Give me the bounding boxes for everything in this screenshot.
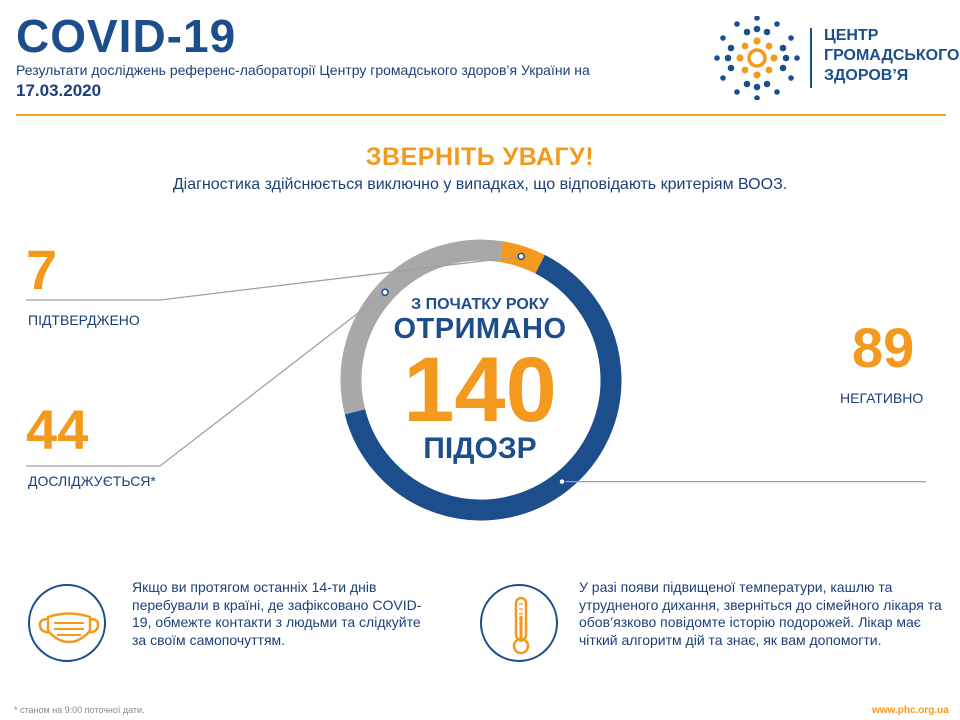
negative-count: 89	[852, 316, 915, 379]
thermometer-icon	[480, 584, 558, 662]
investigating-label: ДОСЛІДЖУЄТЬСЯ*	[28, 473, 156, 489]
website-link[interactable]: www.phc.org.ua	[872, 705, 949, 716]
page-subtitle: Результати досліджень референс-лабораторії Центру громадського здоров’я України на	[16, 62, 590, 78]
tip-symptoms-text: У разі появи підвищеної температури, кашлю та утрудненого дихання, зверніться до сімейного лікаря та обов’язково повідомте історію подорожей. Лікар має чіткий алгоритм дій та знає, як вам допомогти.	[579, 579, 942, 648]
center-caption-top: З ПОЧАТКУ РОКУ	[411, 296, 549, 313]
tip-travel-text: Якщо ви протягом останніх 14-ти днів перебували в країні, де зафіксовано COVID-19, обмежте контакти з людьми та слідкуйте за своїм самопочуттям.	[132, 579, 422, 648]
org-name-line: ЗДОРОВ’Я	[824, 67, 909, 84]
center-caption-suspicions: ПІДОЗР	[423, 432, 537, 465]
center-caption-received: ОТРИМАНО	[393, 313, 567, 345]
attention-heading: ЗВЕРНІТЬ УВАГУ!	[365, 143, 595, 171]
page-title: COVID-19	[16, 10, 237, 62]
leader-line-confirmed-dot	[518, 253, 524, 259]
leader-line-investigating-dot	[382, 289, 388, 295]
investigating-count: 44	[26, 398, 89, 461]
report-date: 17.03.2020	[16, 81, 102, 100]
negative-label: НЕГАТИВНО	[840, 390, 924, 406]
footnote: * станом на 9:00 поточної дати.	[14, 705, 145, 715]
confirmed-label: ПІДТВЕРДЖЕНО	[28, 312, 140, 328]
attention-text: Діагностика здійснюється виключно у випадках, що відповідають критеріям ВООЗ.	[172, 176, 788, 193]
org-name-line: ЦЕНТР	[824, 27, 879, 44]
org-name-line: ГРОМАДСЬКОГО	[824, 47, 960, 64]
mask-icon	[28, 584, 106, 662]
confirmed-count: 7	[26, 238, 58, 301]
leader-line-negative-dot	[559, 479, 565, 485]
center-total: 140	[403, 339, 557, 441]
